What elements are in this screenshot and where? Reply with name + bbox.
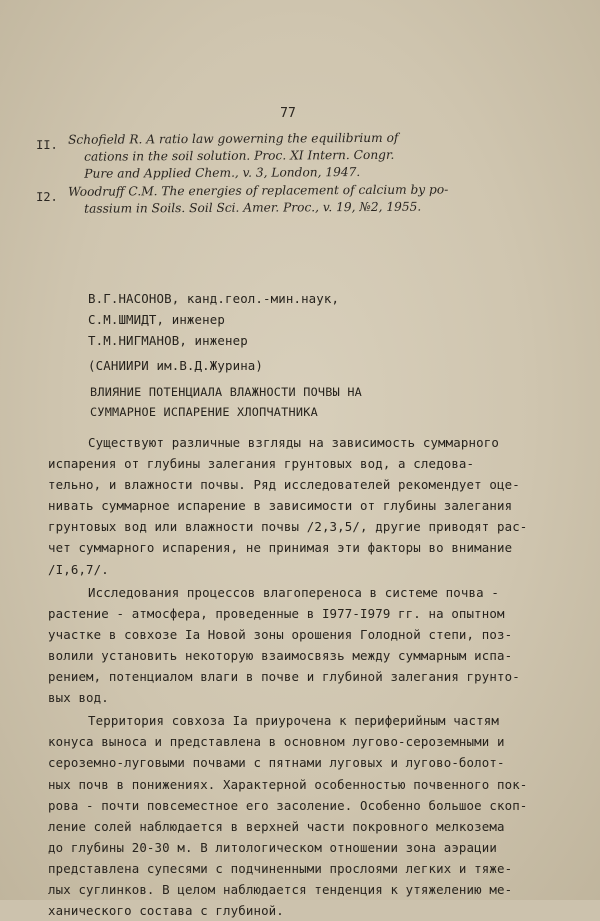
reference-number: II.	[36, 137, 58, 152]
reference-list	[36, 132, 581, 218]
reference-line: Pure and Applied Chem., v. 3, London, 1947.	[84, 165, 361, 181]
affiliation: (САНИИРИ им.В.Д.Журина)	[88, 358, 264, 373]
reference-item	[36, 181, 581, 218]
text-line: грунтовых вод или влажности почвы /2,3,5/, другие приводят рас-	[48, 519, 528, 535]
reference-line: tassium in Soils. Soil Sci. Amer. Proc., v. 19, №2, 1955.	[84, 199, 422, 216]
text-line: до глубины 20-30 м. В литологическом отношении зона аэрации	[48, 839, 497, 855]
paragraph	[48, 432, 573, 580]
text-line: рением, потенциалом влаги в почве и глубиной залегания грунто-	[48, 669, 520, 685]
article-body	[48, 432, 573, 921]
paragraph	[48, 710, 573, 921]
text-line: участке в совхозе Iа Новой зоны орошения Голодной степи, поз-	[48, 626, 513, 642]
author-line: Т.М.НИГМАНОВ, инженер	[88, 333, 248, 348]
text-line: сероземно-луговыми почвами с пятнами луговых и лугово-болот-	[48, 755, 505, 771]
text-line: ление солей наблюдается в верхней части покровного мелкозема	[48, 818, 505, 834]
text-line: вых вод.	[48, 690, 109, 706]
reference-line: Schofield R. A ratio law gowerning the equilibrium of	[68, 130, 399, 147]
text-line: Существуют различные взгляды на зависимость суммарного	[88, 435, 499, 450]
reference-number: I2.	[36, 189, 58, 204]
text-line: рова - почти повсеместное его засоление. Особенно большое скоп-	[48, 797, 528, 813]
text-line: ханического состава с глубиной.	[48, 903, 284, 919]
page-number: 77	[280, 106, 296, 121]
author-block	[88, 288, 548, 376]
text-line: конуса выноса и представлена в основном лугово-сероземными и	[48, 734, 505, 750]
text-line: ных почв в понижениях. Характерной особенностью почвенного пок-	[48, 776, 528, 792]
reference-line: cations in the soil solution. Proc. XI Intern. Congr.	[84, 147, 395, 164]
text-line: чет суммарного испарения, не принимая эти факторы во внимание	[48, 540, 513, 556]
text-line: лых суглинков. В целом наблюдается тенденция к утяжелению ме-	[48, 881, 513, 897]
text-line: тельно, и влажности почвы. Ряд исследователей рекомендует оце-	[48, 477, 520, 493]
text-line: представлена супесями с подчиненными прослоями легких и тяже-	[48, 860, 513, 876]
reference-line: Woodruff C.M. The energies of replacement of calcium by po-	[68, 182, 449, 199]
text-line: нивать суммарное испарение в зависимости от глубины залегания	[48, 498, 513, 514]
author-line: В.Г.НАСОНОВ, канд.геол.-мин.наук,	[88, 291, 340, 306]
reference-item	[36, 129, 581, 183]
text-line: растение - атмосфера, проведенные в I977-I979 гг. на опытном	[48, 605, 505, 621]
paragraph	[48, 582, 573, 709]
text-line: /I,6,7/.	[48, 561, 109, 577]
author-line: С.М.ШМИДТ, инженер	[88, 312, 225, 327]
text-line: волили установить некоторую взаимосвязь между суммарным испа-	[48, 647, 513, 663]
title-line: СУММАРНОЕ ИСПАРЕНИЕ ХЛОПЧАТНИКА	[90, 405, 318, 419]
text-line: Исследования процессов влагопереноса в системе почва -	[88, 584, 499, 600]
title-line: ВЛИЯНИЕ ПОТЕНЦИАЛА ВЛАЖНОСТИ ПОЧВЫ НА	[90, 385, 363, 399]
text-line: испарения от глубины залегания грунтовых вод, а следова-	[48, 456, 475, 472]
text-line: Территория совхоза Iа приурочена к периферийным частям	[88, 713, 499, 729]
article-title	[90, 382, 550, 422]
